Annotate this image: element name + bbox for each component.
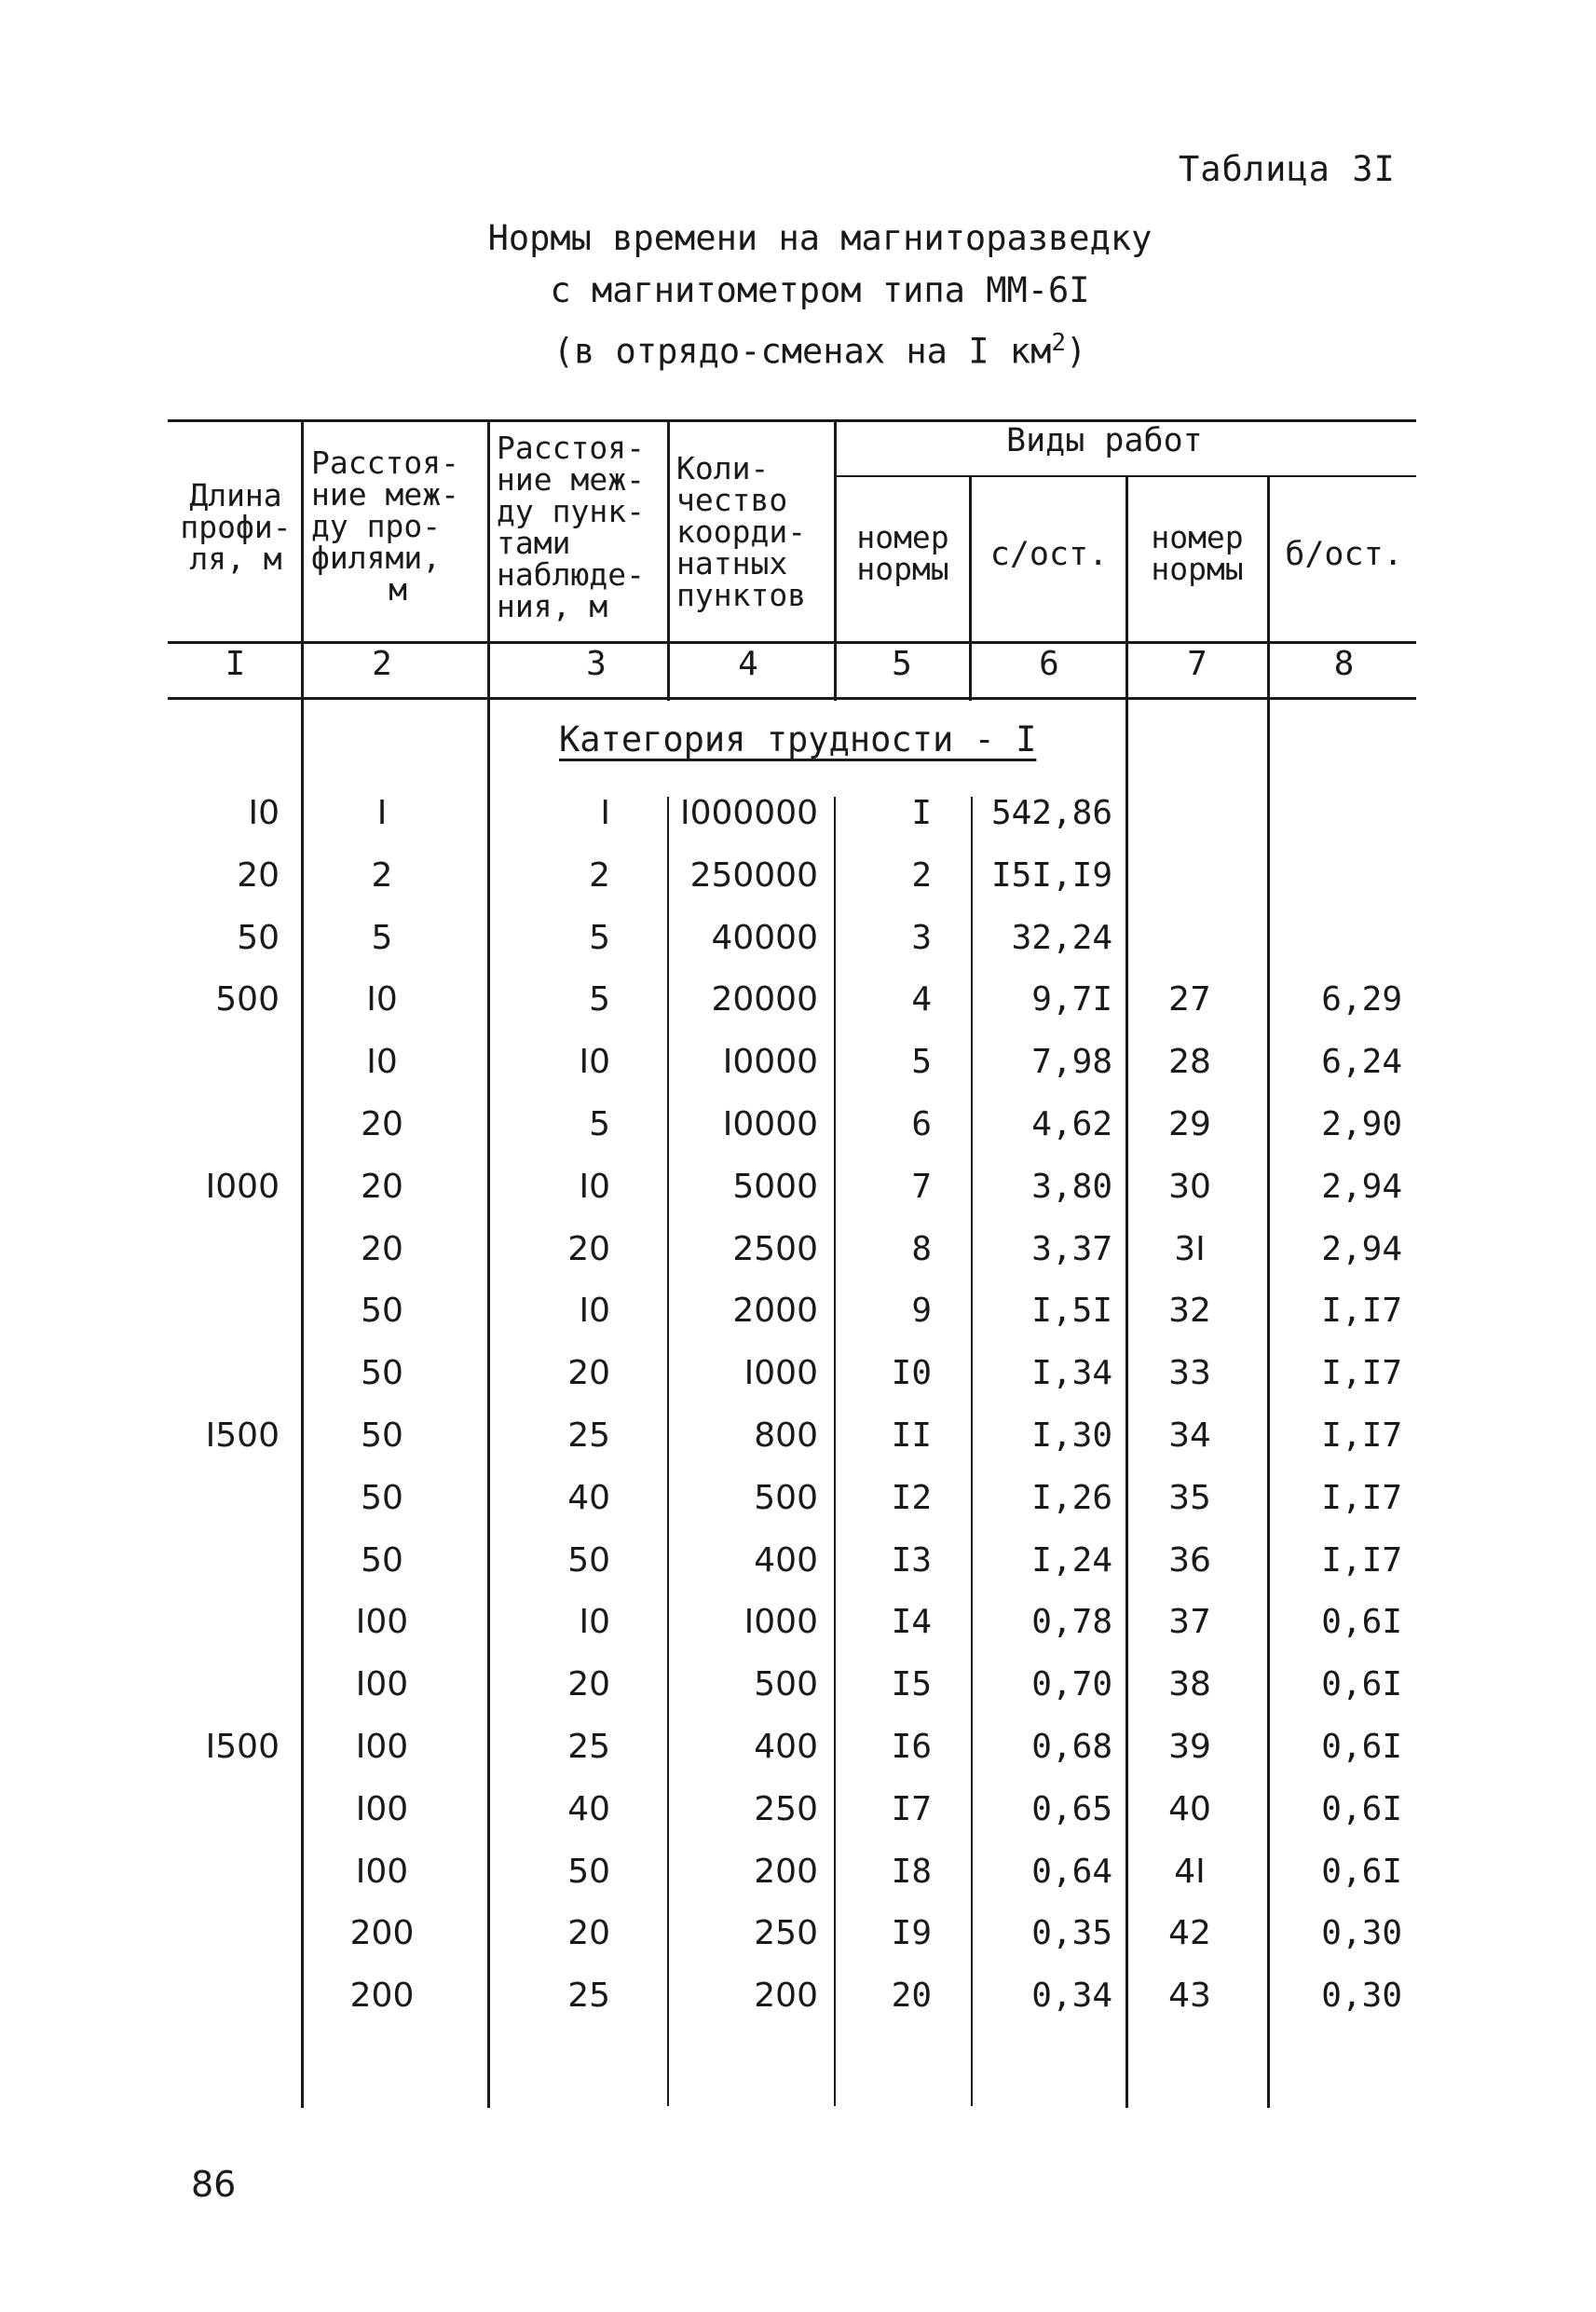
header-profile-length	[175, 477, 296, 577]
cell-without-stops-value: I,I7	[1321, 1479, 1402, 1517]
divider-col2-col3	[487, 421, 490, 2108]
cell-with-stops-value: 32,24	[1011, 919, 1112, 957]
cell-profile-spacing: 20	[361, 1230, 403, 1268]
cell-norm-number-with-stops: 8	[911, 1230, 932, 1268]
cell-point-count: I000	[743, 1603, 818, 1641]
cell-with-stops-value: I,5I	[1031, 1292, 1112, 1330]
cell-profile-length: I500	[205, 1416, 280, 1455]
cell-with-stops-value: 7,98	[1031, 1043, 1112, 1081]
cell-with-stops-value: 4,62	[1031, 1105, 1112, 1143]
cell-point-count: 500	[754, 1665, 818, 1703]
cell-point-count: 800	[754, 1416, 818, 1455]
cell-norm-number-with-stops: 9	[911, 1292, 932, 1330]
cell-point-count: 250000	[689, 856, 818, 895]
cell-point-count: 5000	[732, 1168, 818, 1206]
header-line: коорди-	[676, 513, 807, 550]
difficulty-category: Категория трудности - I	[559, 719, 1037, 759]
cell-point-count: I0000	[722, 1043, 818, 1081]
cell-norm-number-without-stops: 33	[1168, 1354, 1211, 1392]
cell-profile-spacing: I00	[355, 1603, 409, 1641]
cell-with-stops-value: 0,65	[1031, 1790, 1112, 1828]
header-line: Расстоя-	[311, 445, 459, 481]
cell-norm-number-without-stops: 38	[1168, 1665, 1211, 1703]
header-line: Расстоя-	[497, 430, 645, 466]
header-line: ду про-	[311, 508, 442, 544]
cell-norm-number-with-stops: 7	[911, 1168, 932, 1206]
header-profile-spacing	[311, 447, 484, 606]
header-line: тами	[497, 525, 571, 561]
cell-point-spacing: I0	[579, 1603, 610, 1641]
cell-norm-number-with-stops: I5	[891, 1665, 932, 1703]
cell-point-spacing: 20	[567, 1665, 610, 1703]
cell-without-stops-value: 2,90	[1321, 1105, 1402, 1143]
header-line: номер	[856, 519, 949, 555]
column-number-8: 8	[1333, 645, 1355, 683]
divider-col4-col5-body	[834, 797, 836, 2106]
cell-point-count: 400	[754, 1541, 818, 1580]
cell-profile-spacing: I00	[355, 1790, 409, 1828]
cell-without-stops-value: I,I7	[1321, 1541, 1402, 1580]
title-line-2: с магнитометром типа ММ-6I	[550, 270, 1090, 310]
cell-profile-spacing: 20	[361, 1105, 403, 1143]
header-point-spacing	[497, 432, 664, 622]
cell-with-stops-value: 0,78	[1031, 1603, 1112, 1641]
divider-col3-col4-body	[667, 797, 669, 2106]
cell-norm-number-without-stops: 34	[1168, 1416, 1211, 1455]
cell-point-count: 20000	[711, 980, 818, 1019]
header-line: профи-	[180, 509, 292, 545]
cell-norm-number-with-stops: II	[891, 1416, 932, 1455]
cell-norm-number-with-stops: 5	[911, 1043, 932, 1081]
column-number-6: 6	[1039, 645, 1059, 683]
table-title	[354, 212, 1286, 377]
cell-profile-spacing: I0	[366, 980, 398, 1019]
cell-norm-number-with-stops: I0	[891, 1354, 932, 1392]
cell-point-spacing: 25	[567, 1977, 610, 2015]
cell-without-stops-value: 0,6I	[1321, 1790, 1402, 1828]
cell-with-stops-value: 3,80	[1031, 1168, 1112, 1206]
header-top-rule	[168, 419, 1416, 422]
cell-norm-number-with-stops: 3	[911, 919, 932, 957]
cell-norm-number-with-stops: 2	[911, 856, 932, 895]
cell-profile-spacing: 50	[361, 1354, 403, 1392]
cell-point-spacing: 50	[567, 1541, 610, 1580]
header-line: натных	[676, 545, 788, 581]
cell-with-stops-value: I,24	[1031, 1541, 1112, 1580]
cell-without-stops-value: I,I7	[1321, 1354, 1402, 1392]
column-number-5: 5	[892, 645, 912, 683]
cell-point-spacing: 20	[567, 1914, 610, 1952]
divider-col7-col8	[1267, 477, 1270, 2108]
cell-without-stops-value: 0,6I	[1321, 1665, 1402, 1703]
cell-norm-number-with-stops: 4	[911, 980, 932, 1019]
header-work-types: Виды работ	[1006, 422, 1203, 459]
cell-point-spacing: 20	[567, 1354, 610, 1392]
cell-point-spacing: I	[600, 794, 610, 832]
cell-with-stops-value: 3,37	[1031, 1230, 1112, 1268]
divider-col5-col6	[969, 477, 972, 701]
cell-point-count: 40000	[711, 919, 818, 957]
cell-norm-number-without-stops: 29	[1168, 1105, 1211, 1143]
column-number-2: 2	[372, 645, 392, 683]
cell-norm-number-without-stops: 36	[1168, 1541, 1211, 1580]
cell-point-count: 2000	[732, 1292, 818, 1330]
table-label: Таблица 3I	[1179, 149, 1396, 189]
header-line: ду пунк-	[497, 493, 645, 529]
cell-profile-spacing: I	[376, 794, 388, 832]
cell-norm-number-without-stops: 28	[1168, 1043, 1211, 1081]
column-number-3: 3	[586, 645, 607, 683]
cell-point-spacing: 25	[567, 1728, 610, 1766]
cell-point-spacing: 20	[567, 1230, 610, 1268]
cell-profile-length: 50	[237, 919, 280, 957]
cell-norm-number-without-stops: 30	[1168, 1168, 1211, 1206]
cell-profile-length: I0	[248, 794, 280, 832]
cell-without-stops-value: 0,6I	[1321, 1728, 1402, 1766]
header-norm-number-1	[839, 519, 967, 587]
divider-col6-col7	[1125, 477, 1128, 2108]
cell-norm-number-without-stops: 39	[1168, 1728, 1211, 1766]
cell-with-stops-value: 0,35	[1031, 1914, 1112, 1952]
cell-with-stops-value: I5I,I9	[990, 856, 1112, 895]
cell-profile-spacing: I00	[355, 1728, 409, 1766]
header-line: ние меж-	[497, 461, 645, 498]
header-line: номер	[1151, 519, 1244, 555]
cell-with-stops-value: I,34	[1031, 1354, 1112, 1392]
cell-point-count: 2500	[732, 1230, 818, 1268]
cell-norm-number-with-stops: I9	[891, 1914, 932, 1952]
cell-profile-spacing: 200	[349, 1977, 415, 2015]
header-line: пунктов	[676, 577, 807, 613]
header-line: чество	[676, 482, 788, 518]
cell-with-stops-value: 0,64	[1031, 1853, 1112, 1891]
header-bottom-rule	[168, 641, 1416, 644]
cell-point-count: I0000	[722, 1105, 818, 1143]
cell-with-stops-value: 542,86	[990, 794, 1112, 832]
column-number-7: 7	[1187, 645, 1207, 683]
cell-norm-number-with-stops: 6	[911, 1105, 932, 1143]
cell-point-count: 200	[754, 1977, 818, 2015]
cell-point-count: 200	[754, 1853, 818, 1891]
cell-point-count: 250	[754, 1790, 818, 1828]
header-line: наблюде-	[497, 556, 645, 593]
header-line: ния, м	[497, 588, 608, 624]
divider-col5-col6-body	[971, 797, 973, 2106]
cell-without-stops-value: 2,94	[1321, 1168, 1402, 1206]
cell-with-stops-value: I,30	[1031, 1416, 1112, 1455]
title-line-3	[354, 317, 1286, 377]
cell-point-spacing: 2	[589, 856, 610, 895]
cell-norm-number-without-stops: 42	[1168, 1914, 1211, 1952]
cell-norm-number-with-stops: I2	[891, 1479, 932, 1517]
column-number-rule	[168, 697, 1416, 700]
cell-profile-spacing: 50	[361, 1541, 403, 1580]
cell-point-count: I000000	[679, 794, 818, 832]
header-line: филями,	[311, 540, 442, 576]
page-number: 86	[191, 2164, 237, 2205]
header-line: Коли-	[676, 450, 770, 486]
column-number-1: I	[225, 645, 246, 683]
cell-norm-number-without-stops: 27	[1168, 980, 1211, 1019]
cell-norm-number-without-stops: 37	[1168, 1603, 1211, 1641]
title-line-1: Нормы времени на магниторазведку	[487, 218, 1153, 258]
cell-point-spacing: 40	[567, 1790, 610, 1828]
cell-with-stops-value: 0,34	[1031, 1977, 1112, 2015]
cell-point-count: 250	[754, 1914, 818, 1952]
cell-point-spacing: 50	[567, 1853, 610, 1891]
cell-norm-number-with-stops: I	[911, 794, 932, 832]
cell-profile-length: I500	[205, 1728, 280, 1766]
cell-norm-number-without-stops: 32	[1168, 1292, 1211, 1330]
cell-norm-number-without-stops: 43	[1168, 1977, 1211, 2015]
header-line: нормы	[1151, 551, 1244, 587]
cell-point-count: 400	[754, 1728, 818, 1766]
column-number-4: 4	[738, 645, 758, 683]
cell-profile-spacing: 5	[371, 919, 393, 957]
cell-without-stops-value: 0,30	[1321, 1914, 1402, 1952]
header-line: Длина	[189, 477, 282, 513]
cell-profile-spacing: I00	[355, 1665, 409, 1703]
cell-point-spacing: 40	[567, 1479, 610, 1517]
cell-norm-number-without-stops: 3I	[1174, 1230, 1206, 1268]
header-line: ние меж-	[311, 476, 459, 513]
cell-without-stops-value: 0,30	[1321, 1977, 1402, 2015]
cell-profile-spacing: 50	[361, 1416, 403, 1455]
cell-norm-number-with-stops: I7	[891, 1790, 932, 1828]
cell-profile-spacing: I0	[366, 1043, 398, 1081]
cell-point-spacing: 5	[589, 919, 610, 957]
header-without-stops: б/ост.	[1285, 536, 1403, 573]
cell-profile-length: 500	[215, 980, 280, 1019]
title-line-3-superscript: 2	[1051, 329, 1066, 357]
cell-without-stops-value: 0,6I	[1321, 1853, 1402, 1891]
cell-without-stops-value: I,I7	[1321, 1416, 1402, 1455]
header-norm-number-2	[1129, 519, 1265, 587]
cell-profile-spacing: 20	[361, 1168, 403, 1206]
cell-norm-number-with-stops: 20	[891, 1977, 932, 2015]
header-line: нормы	[856, 551, 949, 587]
cell-norm-number-without-stops: 4I	[1174, 1853, 1206, 1891]
cell-profile-spacing: 2	[371, 856, 393, 895]
title-line-3-end: )	[1066, 331, 1087, 372]
cell-with-stops-value: 0,70	[1031, 1665, 1112, 1703]
header-point-count	[676, 450, 831, 613]
divider-col1-col2	[301, 421, 304, 2108]
cell-without-stops-value: 2,94	[1321, 1230, 1402, 1268]
header-line: ля, м	[189, 540, 282, 577]
cell-profile-spacing: 50	[361, 1292, 403, 1330]
cell-without-stops-value: 6,29	[1321, 980, 1402, 1019]
cell-point-spacing: I0	[579, 1043, 610, 1081]
divider-col3-col4	[667, 421, 670, 701]
cell-with-stops-value: 9,7I	[1031, 980, 1112, 1019]
cell-profile-spacing: 200	[349, 1914, 415, 1952]
header-line: м	[389, 571, 407, 608]
cell-point-count: 500	[754, 1479, 818, 1517]
cell-point-count: I000	[743, 1354, 818, 1392]
cell-norm-number-with-stops: I3	[891, 1541, 932, 1580]
cell-norm-number-with-stops: I6	[891, 1728, 932, 1766]
header-with-stops: с/ост.	[989, 536, 1109, 573]
cell-norm-number-with-stops: I4	[891, 1603, 932, 1641]
cell-without-stops-value: 0,6I	[1321, 1603, 1402, 1641]
cell-norm-number-without-stops: 35	[1168, 1479, 1211, 1517]
cell-without-stops-value: 6,24	[1321, 1043, 1402, 1081]
cell-point-spacing: 5	[589, 1105, 610, 1143]
cell-profile-spacing: 50	[361, 1479, 403, 1517]
cell-norm-number-without-stops: 40	[1168, 1790, 1211, 1828]
title-line-3-text: (в отрядо-сменах на I км	[552, 331, 1052, 372]
cell-profile-spacing: I00	[355, 1853, 409, 1891]
cell-point-spacing: I0	[579, 1292, 610, 1330]
cell-norm-number-with-stops: I8	[891, 1853, 932, 1891]
cell-profile-length: 20	[237, 856, 280, 895]
cell-with-stops-value: 0,68	[1031, 1728, 1112, 1766]
cell-without-stops-value: I,I7	[1321, 1292, 1402, 1330]
cell-with-stops-value: I,26	[1031, 1479, 1112, 1517]
cell-point-spacing: 5	[589, 980, 610, 1019]
cell-point-spacing: 25	[567, 1416, 610, 1455]
cell-point-spacing: I0	[579, 1168, 610, 1206]
cell-profile-length: I000	[205, 1168, 280, 1206]
